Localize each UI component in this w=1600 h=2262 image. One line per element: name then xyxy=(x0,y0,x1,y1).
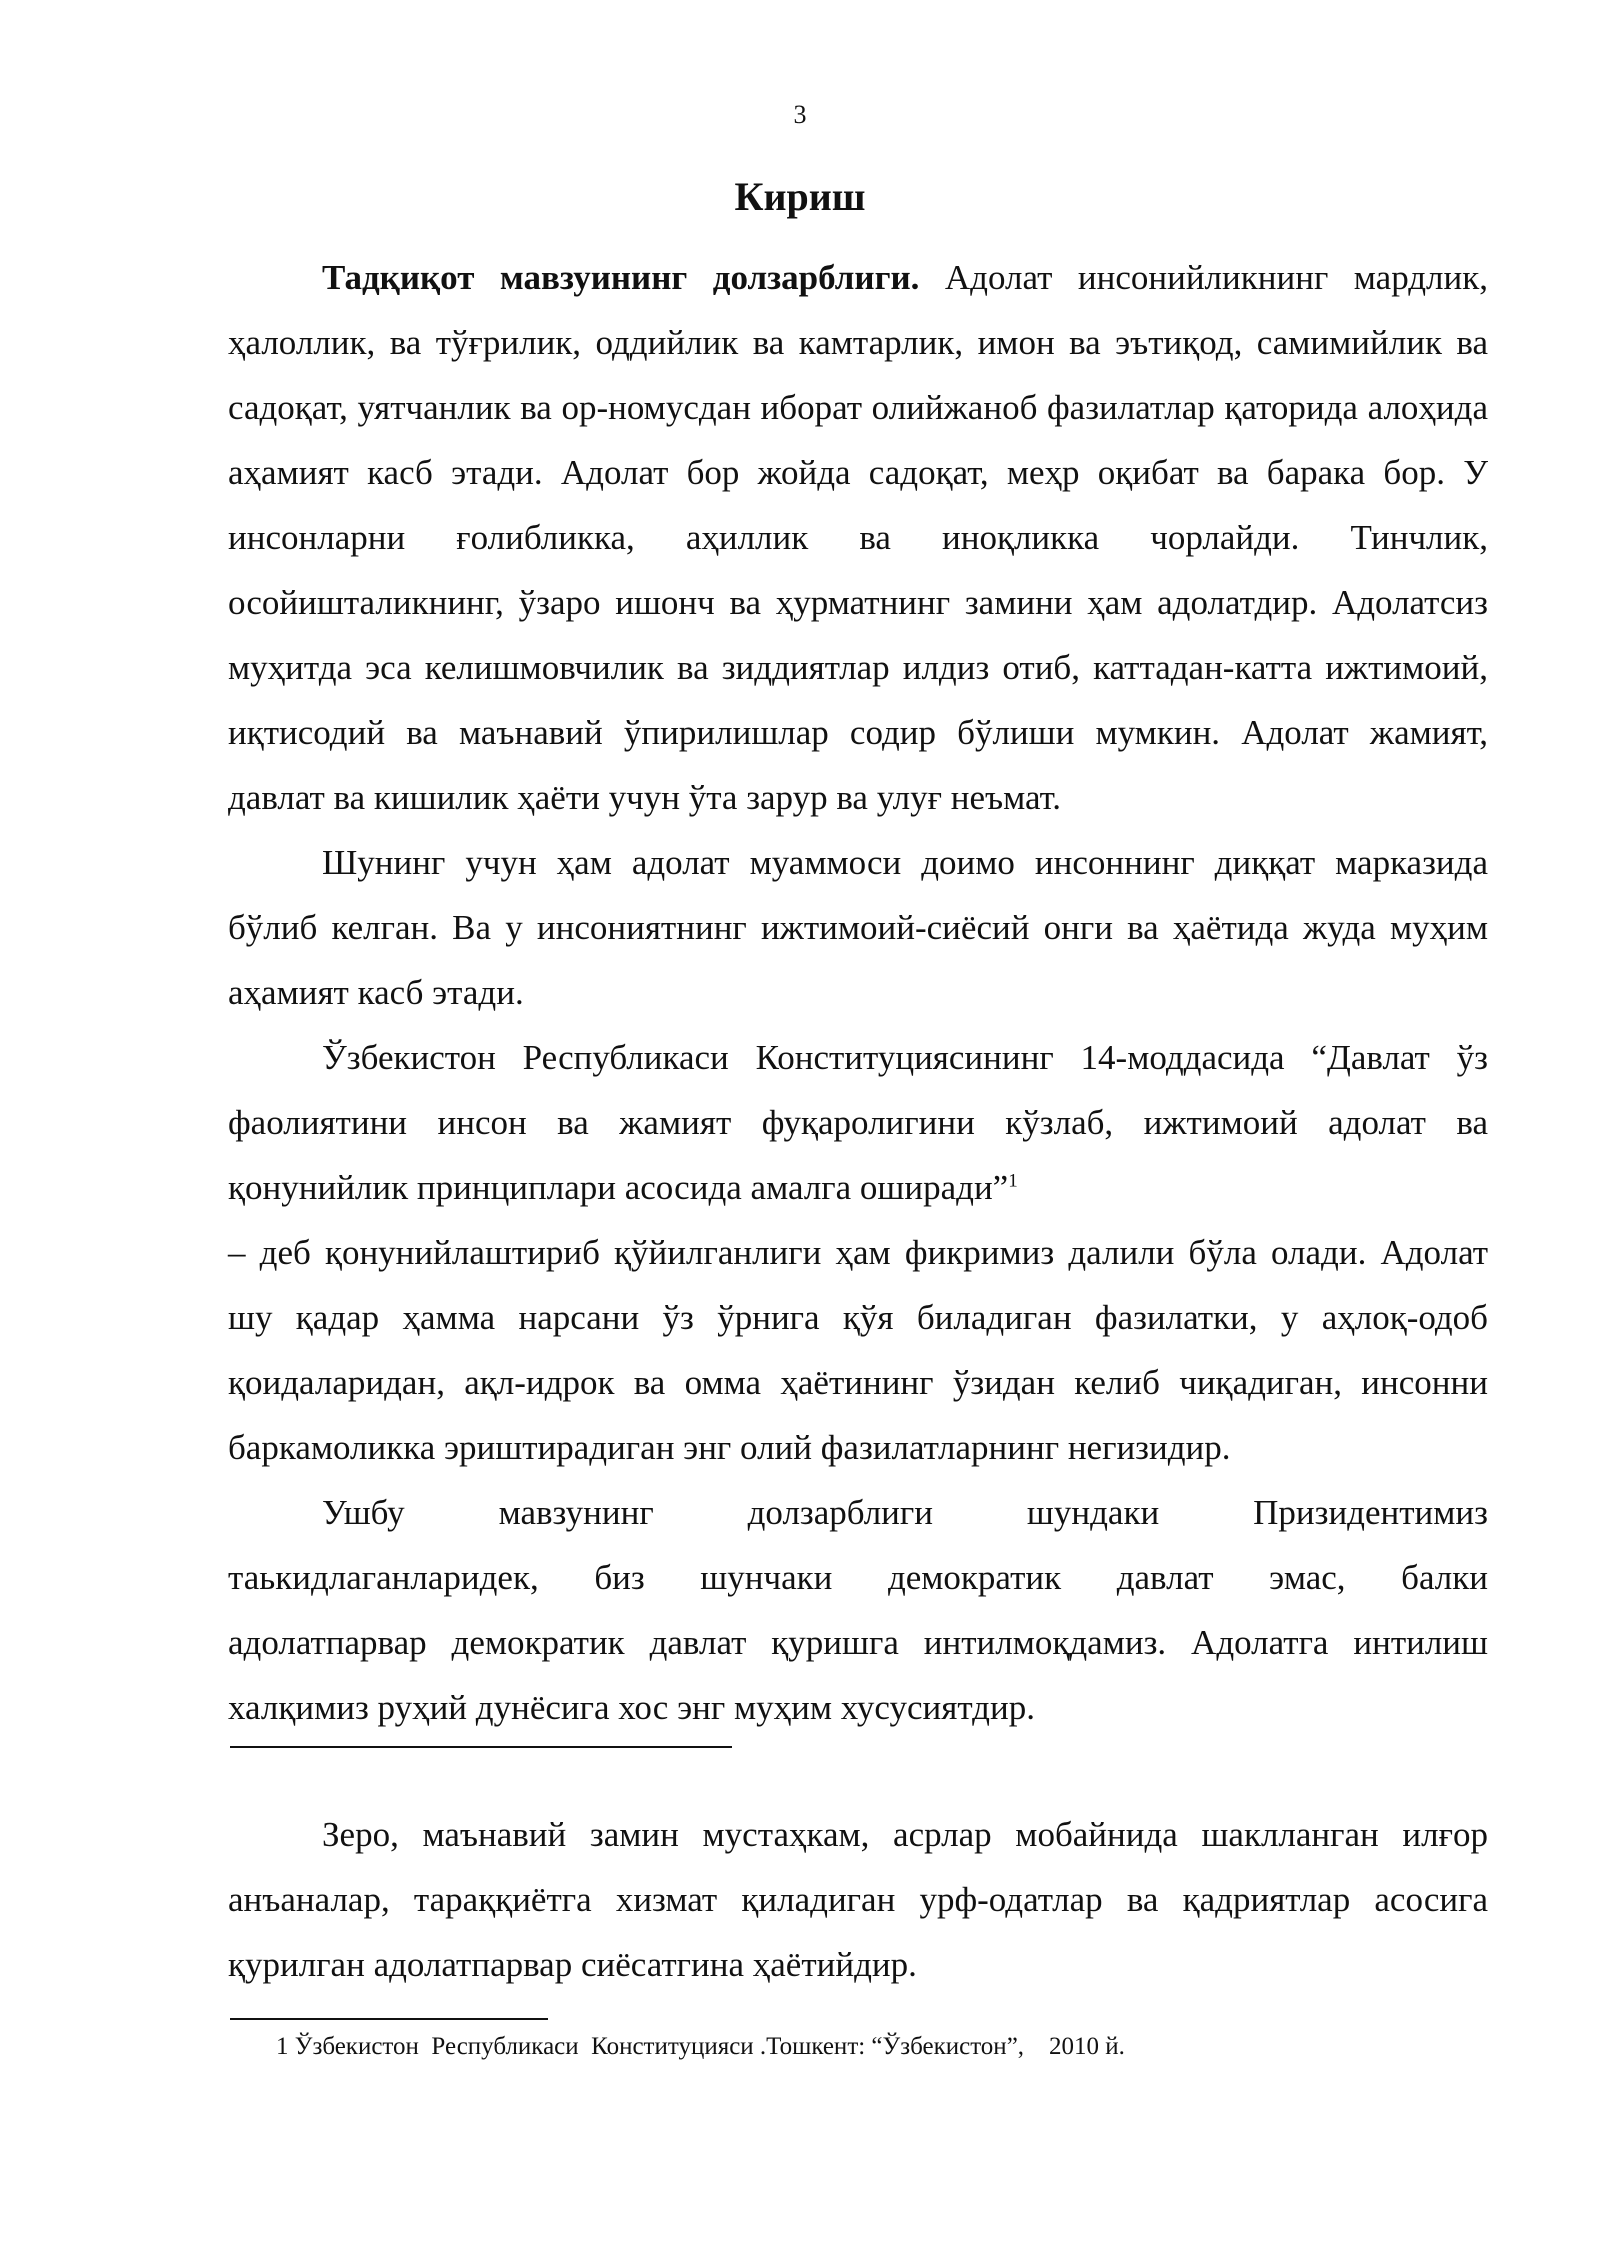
page-number: 3 xyxy=(793,100,807,129)
footnote-separator xyxy=(230,2018,548,2020)
paragraph-constitution xyxy=(228,1025,1488,1220)
paragraph-topic-rest: адолатпарвар демократик давлат қуришга интилмоқдамиз. Адолатга интилиш халқимиз руҳий дунёсига хос энг муҳим хусусиятдир. xyxy=(228,1623,1488,1727)
footnote-reference: 1 xyxy=(1008,1170,1018,1192)
footnote: 1 Ўзбекистон Республикаси Конституцияси .Тошкент: “Ўзбекистон”, 2010 й. xyxy=(276,2033,1125,2060)
paragraph-topic-line-1: Ушбу мавзунинг долзарблиги шундаки Призидентимиз xyxy=(322,1493,1488,1532)
paragraph-legalized: – деб қонунийлаштириб қўйилганлиги ҳам фикримиз далили бўла олади. Адолат шу қадар ҳамма нарсани ўз ўрнига қўя биладиган фазилатки, у аҳлоқ-одоб қоидаларидан, ақл-идрок ва омма ҳаётининг ўзидан келиб чиқадиган, инсонни баркамоликка эриштирадиган энг олий фазилатларнинг негизидир. xyxy=(228,1233,1488,1467)
page-title: Кириш xyxy=(734,174,866,219)
document-body-continued xyxy=(228,1802,1488,1997)
paragraph-spiritual-foundation: Зеро, маънавий замин мустаҳкам, асрлар мобайнида шаклланган илғор анъаналар, тараққиётга хизмат қиладиган урф-одатлар ва қадриятлар асосига қурилган адолатпарвар сиёсатгина ҳаётийдир. xyxy=(228,1815,1488,1984)
paragraph-justice-problem: Шунинг учун ҳам адолат муаммоси доимо инсоннинг диққат марказида бўлиб келган. Ва у инсониятнинг ижтимоий-сиёсий онги ва ҳаётида жуда муҳим аҳамият касб этади. xyxy=(228,843,1488,1012)
paragraph-relevance xyxy=(228,245,1488,830)
section-heading-relevance: Тадқиқот мавзуининг долзарблиги. xyxy=(322,258,920,297)
document-body xyxy=(228,245,1488,1740)
separator-line xyxy=(230,1746,732,1748)
paragraph-relevance-text: Адолат инсонийликнинг мардлик, ҳалоллик, ва тўғрилик, оддийлик ва камтарлик, имон ва эътиқод, самимийлик ва садоқат, уятчанлик ва ор-номусдан иборат олийжаноб фазилатлар қаторида алоҳида аҳамият касб этади. Адолат бор жойда садоқат, меҳр оқибат ва барака бор. У инсонларни ғолибликка, аҳиллик ва иноқликка чорлайди. Тинчлик, осойишталикнинг, ўзаро ишонч ва ҳурматнинг замини ҳам адолатдир. Адолатсиз муҳитда эса келишмовчилик ва зиддиятлар илдиз отиб, каттадан-катта ижтимоий, иқтисодий ва маънавий ўпирилишлар содир бўлиши мумкин. Адолат жамият, давлат ва кишилик ҳаёти учун ўта зарур ва улуғ неъмат. xyxy=(228,258,1489,817)
constitution-quote: Ўзбекистон Республикаси Конституциясининг 14-моддасида “Давлат ўз фаолиятини инсон ва жамият фуқаролигини кўзлаб, ижтимоий адолат ва қонунийлик принциплари асосида амалга оширади” xyxy=(228,1038,1488,1207)
paragraph-topic-line-2: таькидлаганларидек, биз шунчаки демократик давлат эмас, балки xyxy=(228,1558,1488,1597)
